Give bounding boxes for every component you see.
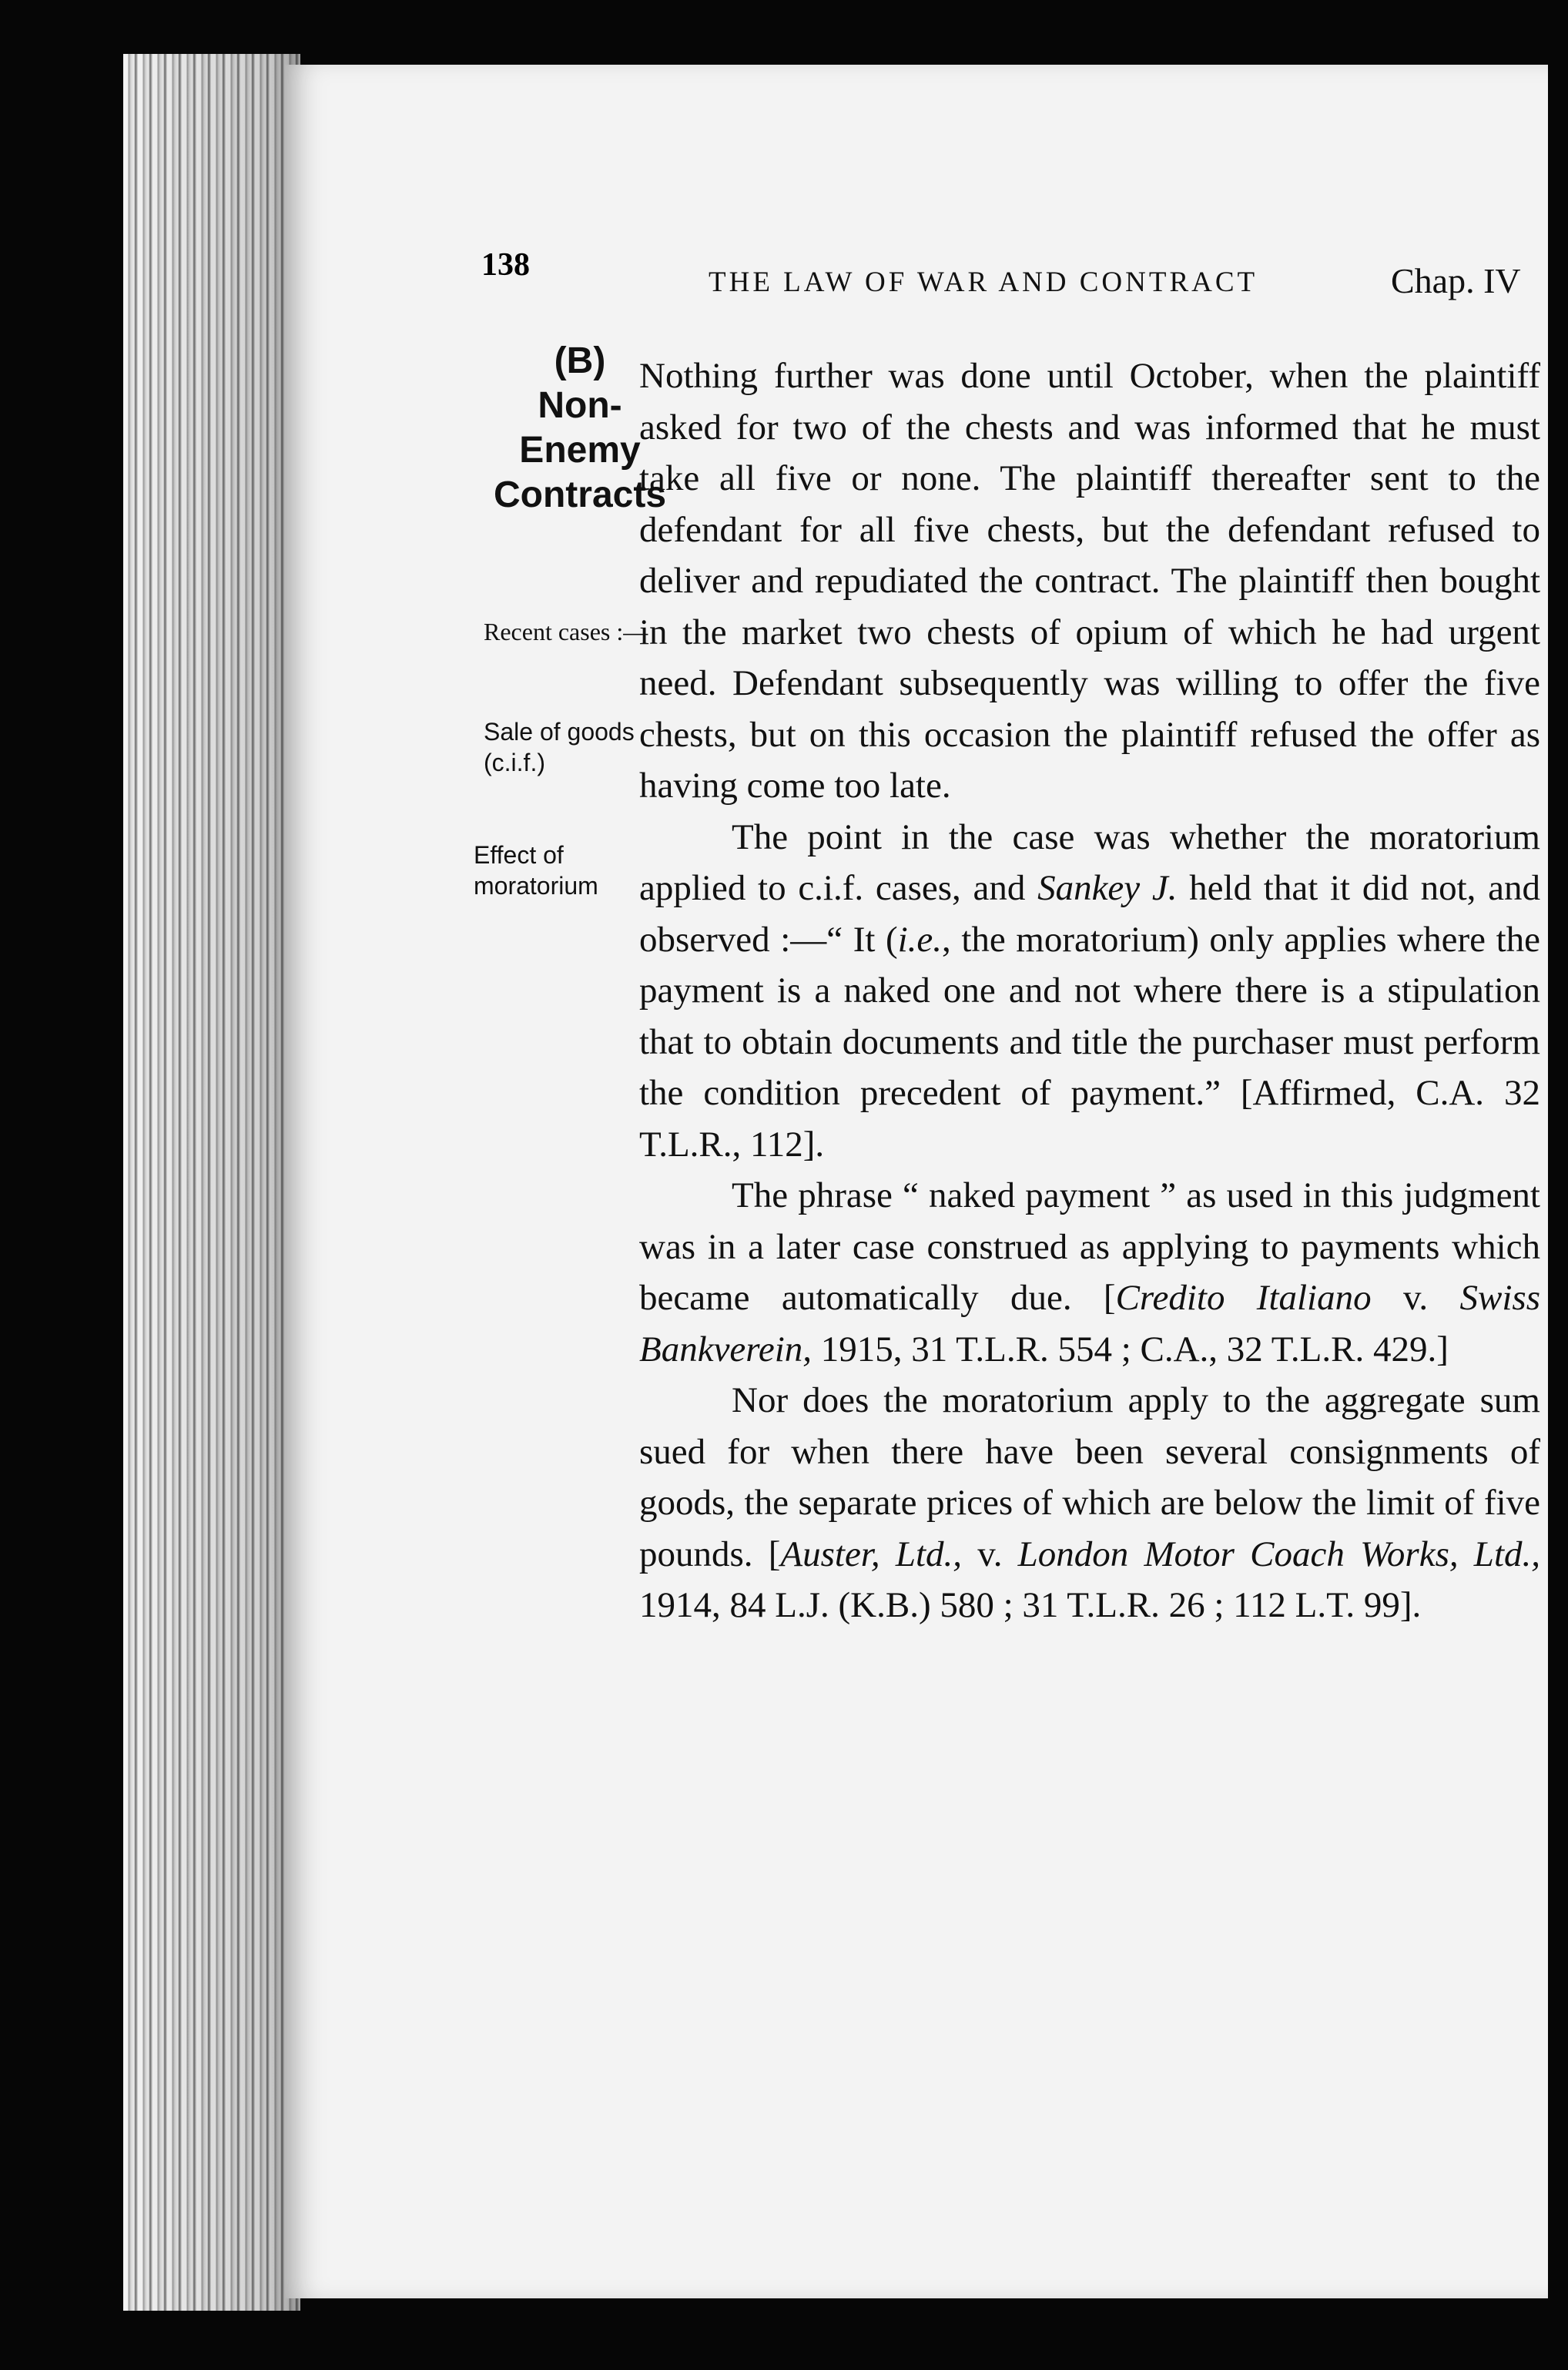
book-page-edges bbox=[123, 54, 300, 2311]
chapter-label: Chap. IV bbox=[1391, 261, 1521, 300]
section-heading-line: Contracts bbox=[493, 474, 667, 515]
section-heading-line: Non- bbox=[538, 385, 622, 426]
running-title: THE LAW OF WAR AND CONTRACT bbox=[709, 266, 1258, 298]
paragraph: The point in the case was whether the moratorium applied to c.i.f. cases, and Sankey J. held that it did not, and observed :—“ It (i.e., the moratorium) only applies where the payment is a naked one and not where there is a stipulation that to obtain documents and title the purchaser must perform the condition precedent of payment.” [Affirmed, C.A. 32 T.L.R., 112]. bbox=[639, 816, 1540, 1165]
section-heading-line: Enemy bbox=[519, 430, 641, 471]
paragraph: Nothing further was done until October, when the plaintiff asked for two of the chests and was informed that he must take all five or none. The plaintiff thereafter sent to the defendant for all five chests, but the defendant refused to deliver and repudiated the contract. The plaintiff then bought in the market two chests of opium of which he had urgent need. Defendant subsequently was willing to offer the five chests, but on this occasion the plaintiff refused the offer as having come too late. bbox=[639, 356, 1540, 806]
margin-note-recent-cases: Recent cases :— bbox=[484, 618, 648, 645]
section-heading-letter: (B) bbox=[554, 340, 606, 381]
page-number: 138 bbox=[481, 247, 530, 283]
margin-note-sale-of-goods: Sale of goods (c.i.f.) bbox=[484, 718, 635, 776]
margin-note-moratorium: Effect of moratorium bbox=[474, 841, 598, 900]
body-text bbox=[639, 350, 1540, 1631]
paragraph: Nor does the moratorium apply to the aggregate sum sued for when there have been several consignments of goods, the separate prices of which are below the limit of five pounds. [Auster, Ltd., v. London Motor Coach Works, Ltd., 1914, 84 L.J. (K.B.) 580 ; 31 T.L.R. 26 ; 112 L.T. 99]. bbox=[639, 1380, 1540, 1625]
paragraph: The phrase “ naked payment ” as used in this judgment was in a later case construed as applying to payments which became automatically due. [Credito Italiano v. Swiss Bankverein, 1915, 31 T.L.R. 554 ; C.A., 32 T.L.R. 429.] bbox=[639, 1175, 1540, 1369]
